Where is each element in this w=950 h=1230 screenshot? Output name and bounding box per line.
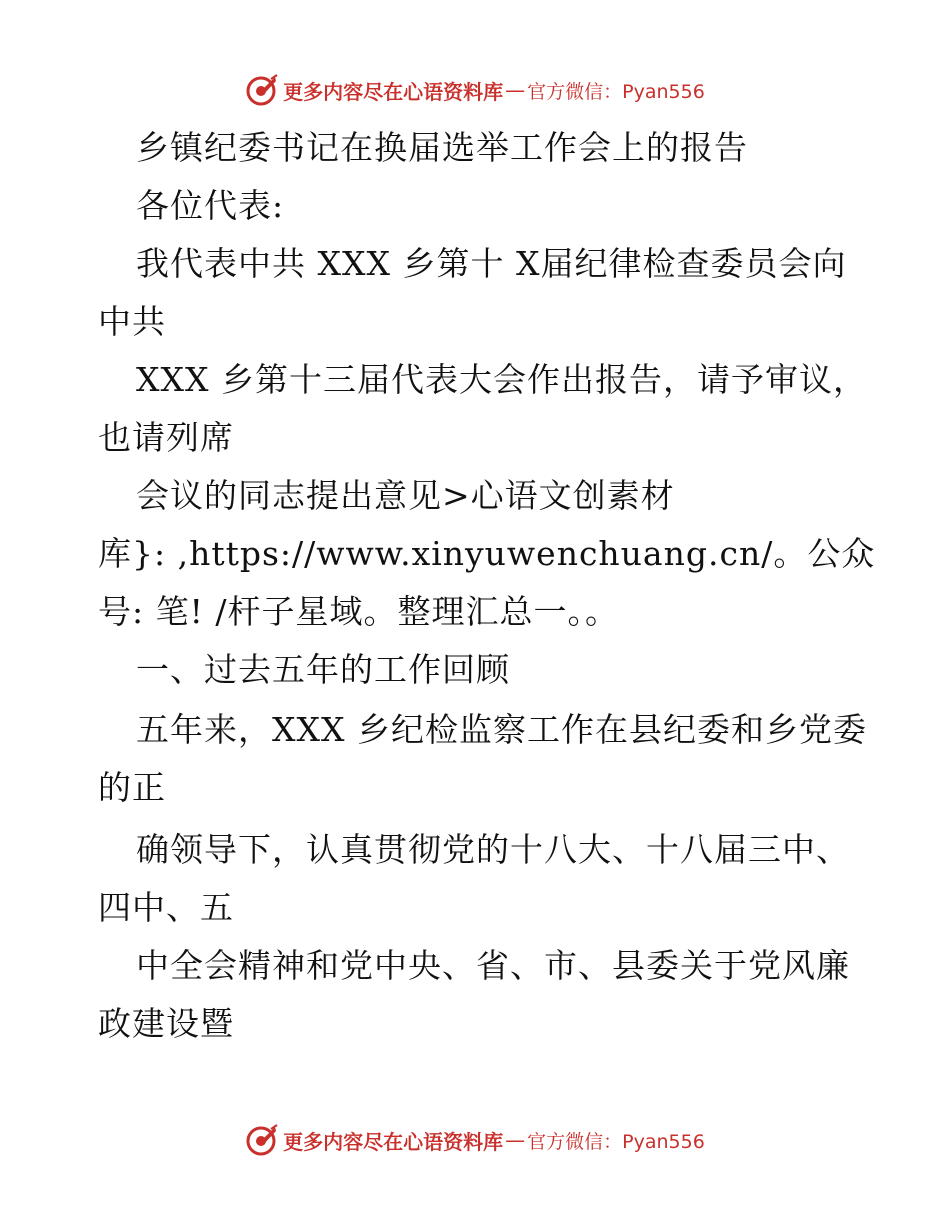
text-line: 会议的同志提出意见>心语文创素材 bbox=[136, 476, 675, 515]
text-line: 五年来，XXX 乡纪检监察工作在县纪委和乡党委 bbox=[136, 710, 867, 749]
section-heading: 一、过去五年的工作回顾 bbox=[136, 650, 510, 689]
text-line: 我代表中共 XXX 乡第十 X届纪律检查委员会向 bbox=[136, 244, 847, 283]
text-line: 也请列席 bbox=[98, 418, 234, 457]
document-title: 乡镇纪委书记在换届选举工作会上的报告 bbox=[136, 128, 748, 167]
footer-banner bbox=[0, 1120, 950, 1160]
text-line: 确领导下，认真贯彻党的十八大、十八届三中、 bbox=[136, 830, 850, 869]
header-promo-text: 更多内容尽在心语资料库 bbox=[283, 79, 504, 104]
quill-logo-icon bbox=[245, 1123, 279, 1157]
text-line: 中全会精神和党中央、省、市、县委关于党风廉 bbox=[136, 946, 850, 985]
footer-dash: — bbox=[505, 1128, 526, 1152]
text-line: XXX 乡第十三届代表大会作出报告，请予审议， bbox=[136, 360, 867, 399]
quill-logo-icon bbox=[245, 73, 279, 107]
header-contact-text: 官方微信：Pyan556 bbox=[527, 80, 705, 103]
header-dash: — bbox=[505, 78, 526, 102]
footer-promo-text: 更多内容尽在心语资料库 bbox=[283, 1129, 504, 1154]
text-line: 中共 bbox=[98, 302, 166, 341]
text-line: 号: 笔! /杆子星域。整理汇总一。。 bbox=[98, 592, 619, 631]
text-line: 的正 bbox=[98, 768, 166, 807]
text-line: 各位代表: bbox=[136, 186, 285, 225]
text-line: 政建设暨 bbox=[98, 1004, 234, 1043]
text-line: 四中、五 bbox=[98, 888, 234, 927]
text-line: 库}: ,https://www.xinyuwenchuang.cn/。公众 bbox=[98, 534, 876, 573]
footer-contact-text: 官方微信：Pyan556 bbox=[527, 1130, 705, 1153]
header-banner bbox=[0, 70, 950, 110]
